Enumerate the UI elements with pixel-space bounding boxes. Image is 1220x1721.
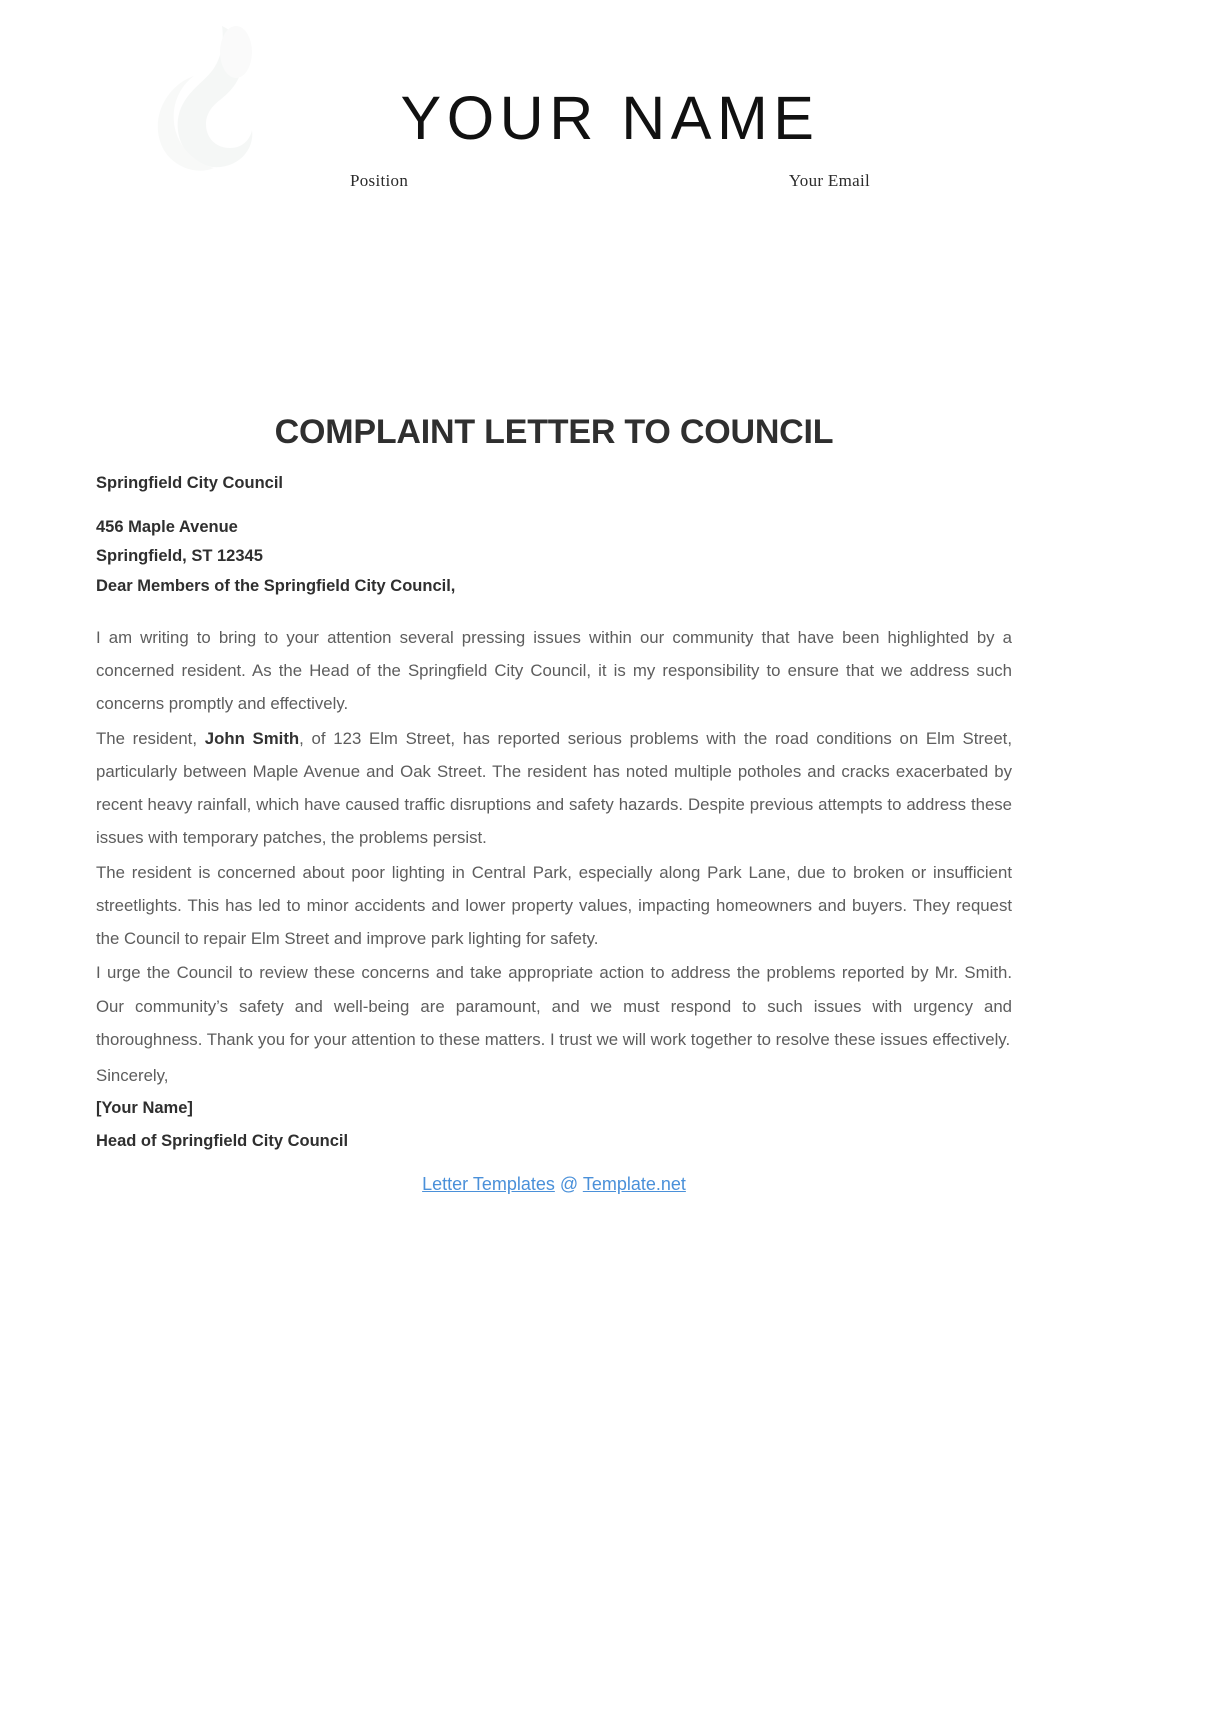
footer-separator: @ <box>554 1173 583 1194</box>
body-paragraph-2 <box>96 722 1012 855</box>
letter-body <box>96 412 1012 1197</box>
letterhead-position: Position <box>350 171 409 190</box>
closing-line: Sincerely, <box>96 1066 169 1086</box>
template-net-link[interactable]: Template.net <box>582 1173 686 1194</box>
resident-name-bold: John Smith <box>204 728 300 748</box>
letterhead <box>0 84 1220 193</box>
letterhead-name: YOUR NAME <box>400 84 820 152</box>
recipient-street: 456 Maple Avenue <box>96 518 238 537</box>
body-paragraph-3: The resident is concerned about poor lighting in Central Park, especially along Park Lane, due to broken or insufficient streetlights. This has led to minor accidents and lower property values, impacting homeowners and buyers. They request the Council to repair Elm Street and improve park lighting for safety. <box>96 862 1012 949</box>
letter-templates-link[interactable]: Letter Templates <box>422 1173 555 1194</box>
letterhead-subline <box>350 171 870 193</box>
salutation: Dear Members of the Springfield City Council, <box>96 576 456 595</box>
letterhead-email: Your Email <box>788 171 870 190</box>
paragraph-2-lead: The resident, <box>96 728 205 748</box>
body-paragraph-1: I am writing to bring to your attention several pressing issues within our community that have been highlighted by a concerned resident. As the Head of the Springfield City Council, it is my responsibility to ensure that we address such concerns promptly and effectively. <box>96 627 1012 714</box>
signature-title: Head of Springfield City Council <box>96 1132 349 1151</box>
paragraph-2-rest: , of 123 Elm Street, has reported serious problems with the road conditions on Elm Street, particularly between Maple Avenue and Oak Street. The resident has noted multiple potholes and cracks exacerbated by recent heavy rainfall, which have caused traffic disruptions and safety hazards. Despite previous attempts to address these issues with temporary patches, the problems persist. <box>96 728 1012 848</box>
signature-name: [Your Name] <box>96 1099 193 1118</box>
recipient-organization: Springfield City Council <box>96 473 284 492</box>
page-title: COMPLAINT LETTER TO COUNCIL <box>274 413 834 451</box>
footer-attribution <box>96 1172 1012 1197</box>
recipient-city-state-zip: Springfield, ST 12345 <box>96 547 263 566</box>
body-paragraph-4: I urge the Council to review these concerns and take appropriate action to address the problems reported by Mr. Smith. Our community’s safety and well-being are paramount, and we must respond to such issues with urgency and thoroughness. Thank you for your attention to these matters. I trust we will work together to resolve these issues effectively. <box>96 963 1012 1049</box>
